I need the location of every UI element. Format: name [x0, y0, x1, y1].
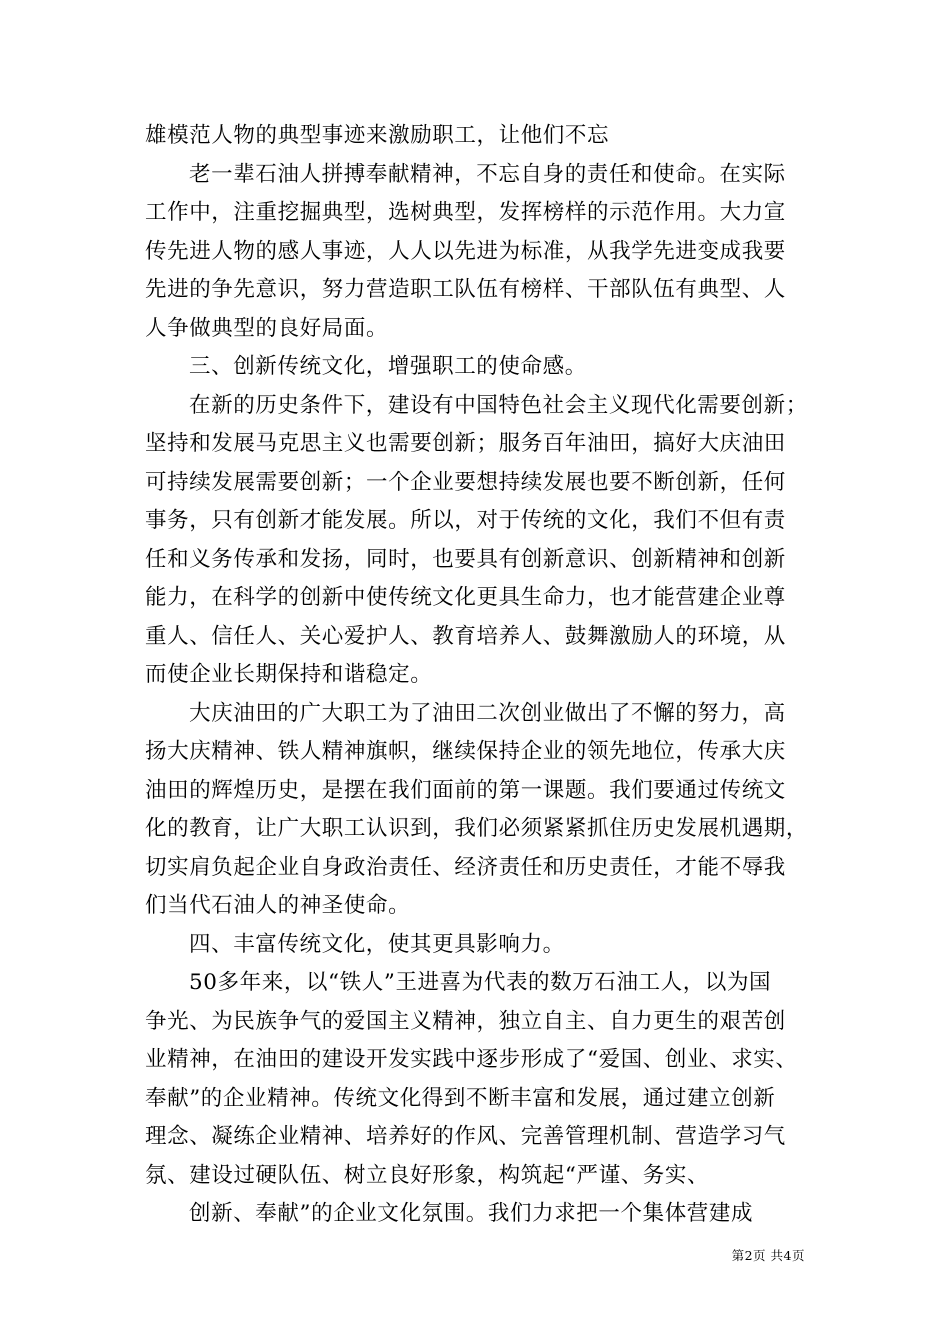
- text-line: 奉献”的企业精神。传统文化得到不断丰富和发展，通过建立创新: [145, 1085, 776, 1111]
- text-line: 在新的历史条件下，建设有中国特色社会主义现代化需要创新；: [189, 392, 808, 418]
- text-line: 重人、信任人、关心爱护人、教育培养人、鼓舞激励人的环境，从: [145, 623, 786, 649]
- text-line: 扬大庆精神、铁人精神旗帜，继续保持企业的领先地位，传承大庆: [145, 739, 786, 764]
- document-body: [145, 117, 825, 1234]
- text-line: 坚持和发展马克思主义也需要创新；服务百年油田，搞好大庆油田: [145, 431, 786, 456]
- text-line: 切实肩负起企业自身政治责任、经济责任和历史责任，才能不辱我: [145, 854, 786, 880]
- text-line: 老一辈石油人拼搏奉献精神，不忘自身的责任和使命。在实际: [189, 161, 786, 187]
- text-line: 工作中，注重挖掘典型，选树典型，发挥榜样的示范作用。大力宣: [145, 200, 786, 225]
- text-line: 氛、建设过硬队伍、树立良好形象，构筑起“严谨、务实、: [145, 1162, 710, 1188]
- text-line: 事务，只有创新才能发展。所以，对于传统的文化，我们不但有责: [145, 508, 786, 533]
- text-line: 油田的辉煌历史，是摆在我们面前的第一课题。我们要通过传统文: [145, 777, 786, 803]
- text-line: 能力，在科学的创新中使传统文化更具生命力，也才能营建企业尊: [145, 585, 786, 610]
- text-line: 争光、为民族争气的爱国主义精神，独立自主、自力更生的艰苦创: [145, 1008, 786, 1034]
- text-line: 创新、奉献”的企业文化氛围。我们力求把一个集体营建成: [189, 1201, 754, 1226]
- text-line: 雄模范人物的典型事迹来激励职工，让他们不忘: [145, 123, 610, 148]
- text-line: 三、创新传统文化，增强职工的使命感。: [189, 354, 587, 379]
- text-line: 任和义务传承和发扬，同时，也要具有创新意识、创新精神和创新: [145, 546, 786, 572]
- page-number: 第2页 共4页: [731, 1248, 805, 1263]
- text-line: 传先进人物的感人事迹，人人以先进为标准，从我学先进变成我要: [145, 238, 786, 264]
- text-line: 而使企业长期保持和谐稳定。: [145, 662, 433, 687]
- text-line: 大庆油田的广大职工为了油田二次创业做出了不懈的努力，高: [189, 700, 786, 726]
- text-line: 业精神，在油田的建设开发实践中逐步形成了“爱国、创业、求实、: [145, 1047, 798, 1072]
- text-line: 50多年来，以“铁人”王进喜为代表的数万石油工人，以为国: [189, 970, 772, 995]
- text-line: 四、丰富传统文化，使其更具影响力。: [189, 931, 565, 957]
- text-line: 化的教育，让广大职工认识到，我们必须紧紧抓住历史发展机遇期，: [145, 816, 809, 841]
- text-line: 先进的争先意识，努力营造职工队伍有榜样、干部队伍有典型、人: [145, 277, 786, 302]
- text-line: 们当代石油人的神圣使命。: [145, 893, 411, 918]
- text-line: 可持续发展需要创新；一个企业要想持续发展也要不断创新，任何: [145, 469, 786, 495]
- text-line: 理念、凝练企业精神、培养好的作风、完善管理机制、营造学习气: [145, 1124, 786, 1149]
- text-line: 人争做典型的良好局面。: [145, 315, 389, 341]
